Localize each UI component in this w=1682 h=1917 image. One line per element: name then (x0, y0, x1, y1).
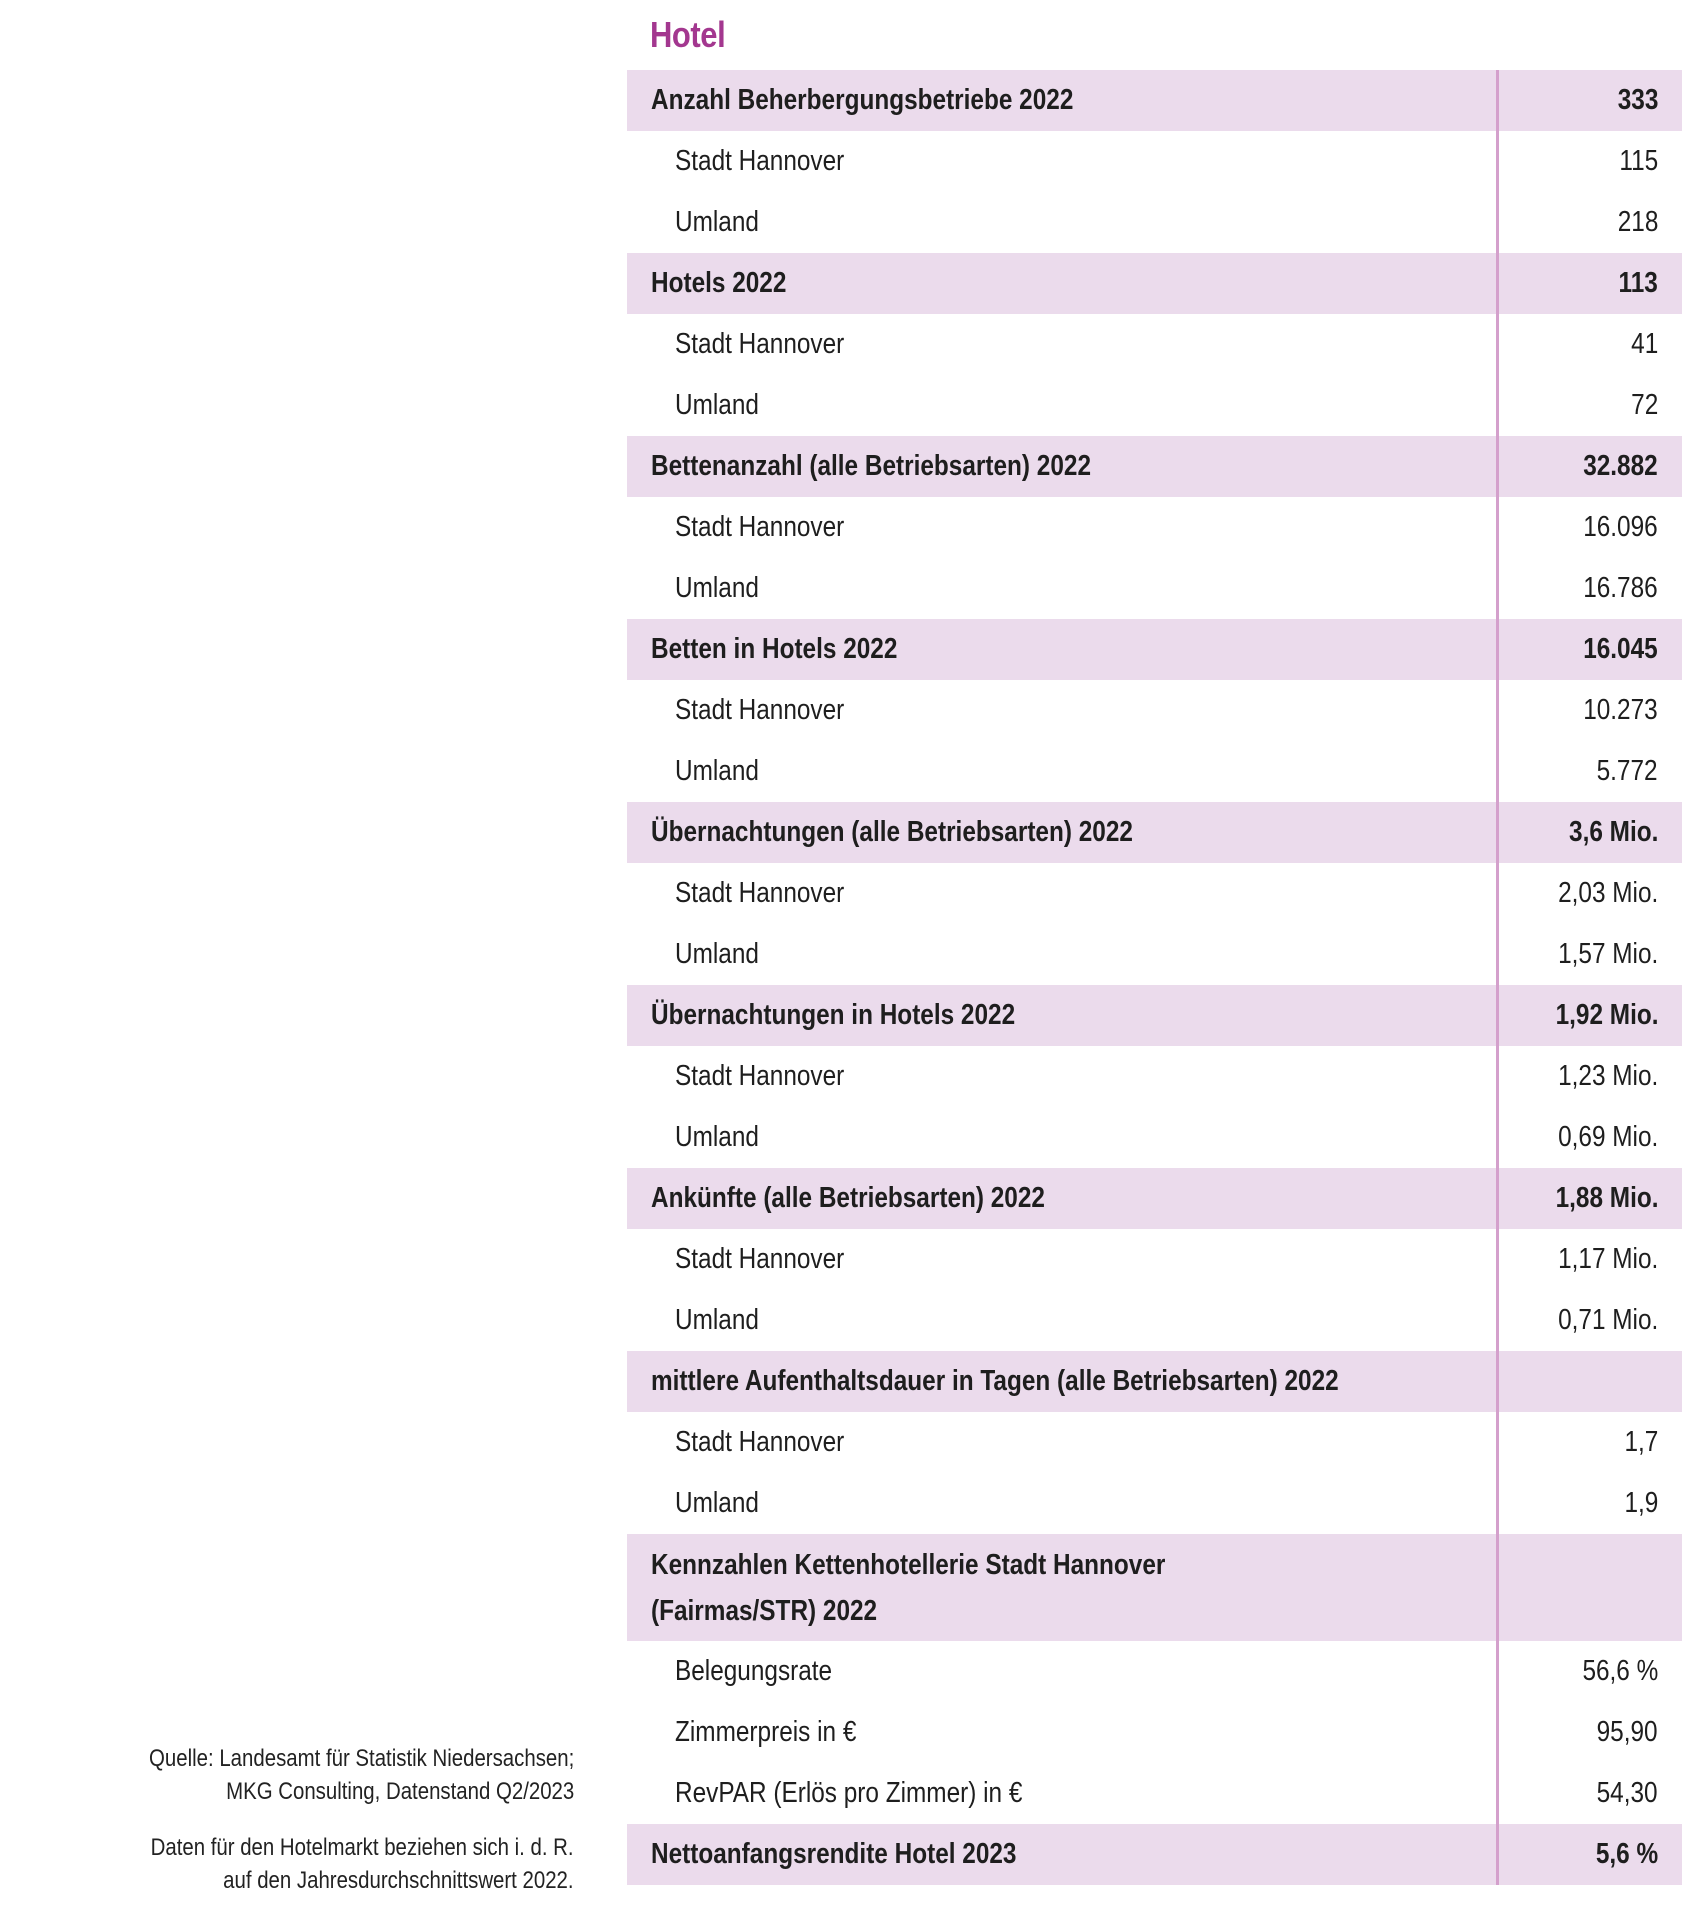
row-value: 113 (1618, 267, 1658, 299)
row-value: 41 (1630, 328, 1658, 360)
table-group-row (627, 436, 1682, 497)
table-row (627, 1702, 1682, 1763)
row-value: 95,90 (1597, 1716, 1658, 1748)
row-label: Betten in Hotels 2022 (651, 633, 898, 665)
table-row (627, 924, 1682, 985)
row-label: Nettoanfangsrendite Hotel 2023 (651, 1838, 1017, 1870)
table-row (627, 1046, 1682, 1107)
row-value: 5,6 % (1595, 1838, 1658, 1870)
row-value: 2,03 Mio. (1557, 877, 1658, 909)
row-value: 56,6 % (1582, 1655, 1658, 1687)
row-label: Zimmerpreis in € (675, 1716, 857, 1748)
info-note-line-1: Daten für den Hotelmarkt beziehen sich i. d. R. (151, 1834, 574, 1861)
table-row (627, 1641, 1682, 1702)
row-value: 16.786 (1583, 572, 1658, 604)
row-label: Stadt Hannover (675, 328, 845, 360)
row-label: Umland (675, 1304, 759, 1336)
row-label: Übernachtungen in Hotels 2022 (651, 999, 1016, 1031)
table-row (627, 680, 1682, 741)
column-divider (1496, 70, 1499, 1885)
row-value: 16.096 (1583, 511, 1658, 543)
row-value: 218 (1617, 206, 1658, 238)
table-row (627, 1412, 1682, 1473)
row-label: Stadt Hannover (675, 1243, 845, 1275)
table-row (627, 863, 1682, 924)
row-label: Stadt Hannover (675, 877, 845, 909)
row-value: 333 (1617, 84, 1658, 116)
row-label: Stadt Hannover (675, 694, 845, 726)
row-value: 32.882 (1583, 450, 1658, 482)
row-label: Stadt Hannover (675, 145, 845, 177)
row-value: 72 (1630, 389, 1658, 421)
table-row (627, 1290, 1682, 1351)
row-label: Belegungsrate (675, 1655, 833, 1687)
row-value: 1,17 Mio. (1557, 1243, 1658, 1275)
row-label: Anzahl Beherbergungsbetriebe 2022 (651, 84, 1074, 116)
row-value: 1,9 (1624, 1487, 1658, 1519)
table-group-row (627, 619, 1682, 680)
row-label: Umland (675, 1121, 759, 1153)
info-note-line-2: auf den Jahresdurchschnittswert 2022. (223, 1867, 574, 1894)
source-note-line-2: MKG Consulting, Datenstand Q2/2023 (225, 1778, 574, 1805)
table-group-row (627, 1168, 1682, 1229)
table-group-row (627, 253, 1682, 314)
row-label: Ankünfte (alle Betriebsarten) 2022 (651, 1182, 1045, 1214)
table-group-row (627, 1824, 1682, 1885)
row-label: Umland (675, 938, 759, 970)
table-row (627, 375, 1682, 436)
table-row (627, 192, 1682, 253)
row-value: 0,69 Mio. (1557, 1121, 1658, 1153)
row-value: 16.045 (1583, 633, 1658, 665)
row-label: Umland (675, 389, 759, 421)
row-value: 1,88 Mio. (1555, 1182, 1658, 1214)
row-value: 54,30 (1597, 1777, 1658, 1809)
table-row (627, 558, 1682, 619)
row-value: 0,71 Mio. (1557, 1304, 1658, 1336)
row-label: Bettenanzahl (alle Betriebsarten) 2022 (651, 450, 1092, 482)
hotel-stats-table (627, 70, 1682, 1885)
row-label: Hotels 2022 (651, 267, 787, 299)
row-label: mittlere Aufenthaltsdauer in Tagen (alle Betriebsarten) 2022 (651, 1365, 1339, 1397)
table-row (627, 497, 1682, 558)
source-note (149, 1742, 574, 1808)
row-label: Umland (675, 206, 759, 238)
row-value: 1,7 (1624, 1426, 1658, 1458)
row-value: 1,92 Mio. (1555, 999, 1658, 1031)
row-label: Umland (675, 572, 759, 604)
row-label: Umland (675, 755, 759, 787)
table-row (627, 314, 1682, 375)
table-group-row (627, 985, 1682, 1046)
table-group-row (627, 1351, 1682, 1412)
section-title: Hotel (650, 14, 726, 55)
row-label: RevPAR (Erlös pro Zimmer) in € (675, 1777, 1023, 1809)
table-group-row (627, 802, 1682, 863)
row-label: Umland (675, 1487, 759, 1519)
table-row (627, 1473, 1682, 1534)
table-row (627, 131, 1682, 192)
row-value: 1,57 Mio. (1557, 938, 1658, 970)
row-label: Stadt Hannover (675, 1060, 845, 1092)
table-group-row (627, 1534, 1682, 1641)
source-note-line-1: Quelle: Landesamt für Statistik Niedersachsen; (148, 1745, 574, 1772)
row-label: Übernachtungen (alle Betriebsarten) 2022 (651, 816, 1133, 848)
info-note (151, 1831, 574, 1897)
row-label: Stadt Hannover (675, 1426, 845, 1458)
row-value: 10.273 (1583, 694, 1658, 726)
table-group-row (627, 70, 1682, 131)
row-label: Stadt Hannover (675, 511, 845, 543)
row-value: 3,6 Mio. (1568, 816, 1658, 848)
row-value: 1,23 Mio. (1557, 1060, 1658, 1092)
table-row (627, 741, 1682, 802)
row-value: 5.772 (1597, 755, 1658, 787)
table-row (627, 1763, 1682, 1824)
row-value: 115 (1619, 145, 1658, 177)
table-row (627, 1107, 1682, 1168)
row-label: Kennzahlen Kettenhotellerie Stadt Hannover (Fairmas/STR) 2022 (651, 1549, 1166, 1627)
table-row (627, 1229, 1682, 1290)
